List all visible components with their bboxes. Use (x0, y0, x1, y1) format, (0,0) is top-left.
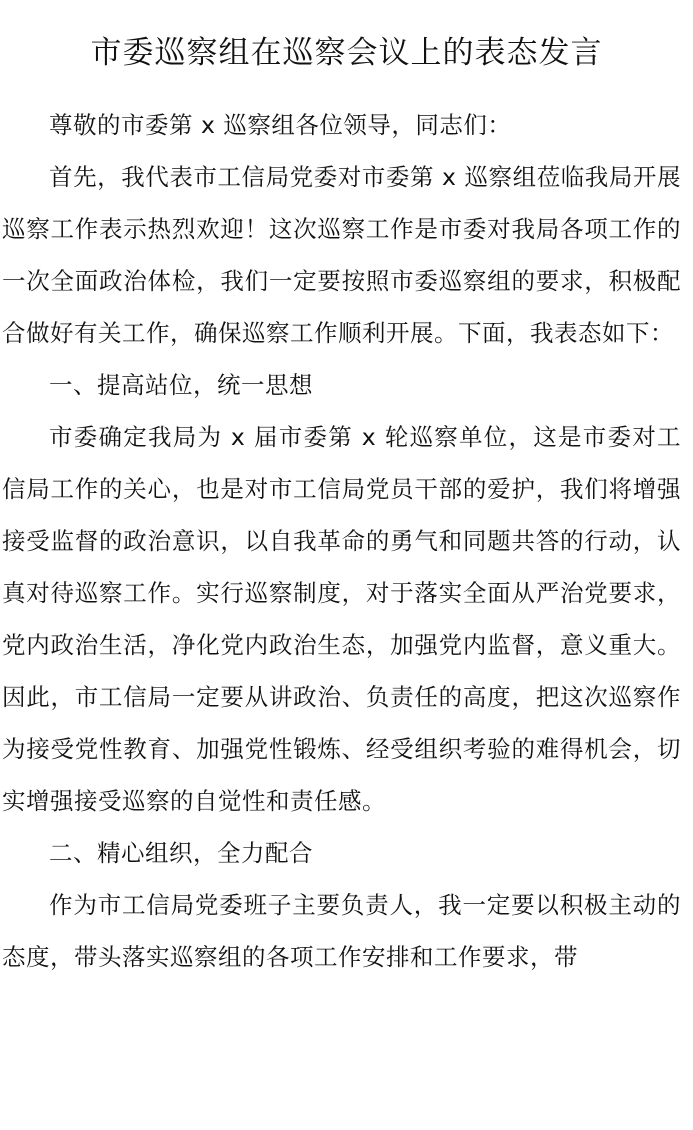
document-title: 市委巡察组在巡察会议上的表态发言 (90, 35, 603, 71)
section-heading-1: 一、提高站位，统一思想 (49, 371, 313, 399)
salutation-paragraph: 尊敬的市委第 x 巡察组各位领导，同志们： (49, 111, 512, 139)
section-2-paragraph: 作为市工信局党委班子主要负责人，我一定要以积极主动的态度，带头落实巡察组的各项工作安排和工作要求，带 (2, 891, 681, 971)
document-body (2, 99, 681, 983)
section-1-paragraph: 市委确定我局为 x 届市委第 x 轮巡察单位，这是市委对工信局工作的关心，也是对市工信局党员干部的爱护，我们将增强接受监督的政治意识，以自我革命的勇气和同题共答的行动，认真对待巡察工作。实行巡察制度，对于落实全面从严治党要求，党内政治生活，净化党内政治生态，加强党内监督，意义重大。因此，市工信局一定要从讲政治、负责任的高度，把这次巡察作为接受党性教育、加强党性锻炼、经受组织考验的难得机会，切实增强接受巡察的自觉性和责任感。 (2, 423, 681, 815)
opening-paragraph: 首先，我代表市工信局党委对市委第 x 巡察组莅临我局开展巡察工作表示热烈欢迎！这次巡察工作是市委对我局各项工作的一次全面政治体检，我们一定要按照市委巡察组的要求，积极配合做好有关工作，确保巡察工作顺利开展。下面，我表态如下： (2, 163, 681, 347)
section-heading-2: 二、精心组织，全力配合 (49, 839, 313, 867)
document-page (0, 33, 693, 1130)
